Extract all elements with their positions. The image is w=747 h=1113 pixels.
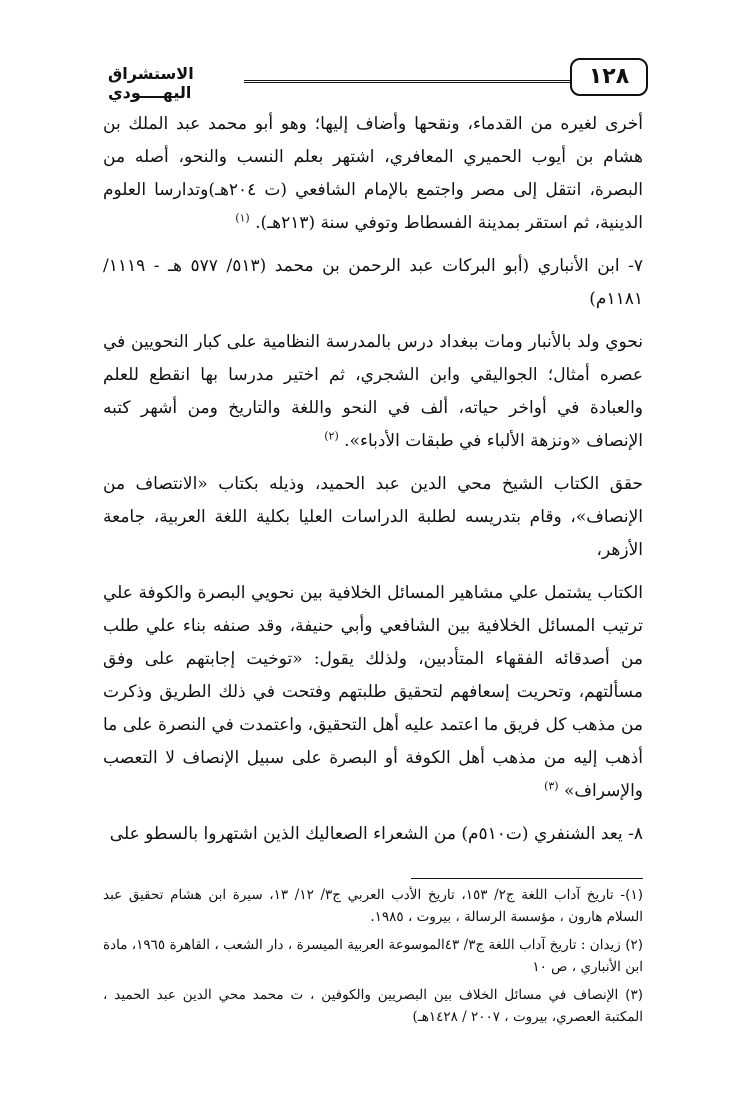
paragraph-3-text: نحوي ولد بالأنبار ومات ببغداد درس بالمدرسة النظامية على كبار النحويين في عصره أمثال؛ الجواليقي وابن الشجري، ثم اختير مدرسا بها انقطع للعلم والعبادة في أواخر حياته، ألف في النحو واللغة والتاريخ ومن أشهر كتبه الإنصاف «ونزهة الألباء في طبقات الأدباء». (103, 332, 643, 451)
main-text (103, 108, 643, 851)
footnote-number: (١)- (620, 887, 643, 903)
footnote-ref-2: (٢) (324, 429, 339, 443)
footnote (103, 934, 643, 978)
paragraph-4: حقق الكتاب الشيخ محي الدين عبد الحميد، وذيله بكتاب «الانتصاف من الإنصاف»، وقام بتدريسه لطلبة الدراسات العليا بكلية اللغة العربية، جامعة الأزهر، (103, 474, 643, 560)
footnote-text: زيدان : تاريخ آداب اللغة ج٣/ ٤٣الموسوعة العربية الميسرة ، دار الشعب ، القاهرة ١٩٦٥، مادة ابن الأنباري ، ص ١٠ (103, 937, 643, 975)
paragraph-3 (103, 326, 643, 458)
footnotes (103, 884, 643, 1034)
section-heading-8: ٨- يعد الشنفري (ت٥١٠م) من الشعراء الصعاليك الذين اشتهروا بالسطو على (109, 824, 643, 844)
header-rule (244, 80, 570, 87)
footnote-number: (٢) (625, 937, 644, 953)
footnote (103, 884, 643, 928)
footnote-text: الإنصاف في مسائل الخلاف بين البصريين والكوفين ، ت محمد محي الدين عبد الحميد ، المكتبة العصري، بيروت ، ٢٠٠٧ / ١٤٢٨هـ) (103, 987, 643, 1025)
section-heading-7: ٧- ابن الأنباري (أبو البركات عبد الرحمن بن محمد (٥١٣/ ٥٧٧ هـ - ١١١٩/ ١١٨١م) (103, 256, 643, 309)
footnote-ref-1: (١) (235, 211, 250, 225)
paragraph-1 (103, 108, 643, 240)
running-title: الاستشراق اليهــــودي (108, 64, 194, 102)
running-header (108, 58, 648, 102)
page-number: ١٢٨ (570, 58, 648, 96)
footnote-ref-3: (٣) (544, 779, 559, 793)
footnote-separator (411, 878, 643, 879)
paragraph-5-text: الكتاب يشتمل علي مشاهير المسائل الخلافية بين نحويي البصرة والكوفة علي ترتيب المسائل الخلافية بين الشافعي وأبي حنيفة، وقد صنفه بناء علي طلب من أصدقائه الفقهاء المتأدبين، ولذلك يقول: «توخيت إجابتهم على وفق مسألتهم، وتحريت إسعافهم لتحقيق طلبتهم وفتحت في ذلك الطريق وذكرت من مذهب كل فريق ما اعتمد عليه أهل التحقيق، واعتمدت في النصرة على ما أذهب إليه من مذهب أهل الكوفة أو البصرة على سبيل الإنصاف لا التعصب والإسراف» (103, 583, 643, 801)
footnote-number: (٣) (625, 987, 643, 1003)
paragraph-1-text: أخرى لغيره من القدماء، ونقحها وأضاف إليها؛ وهو أبو محمد عبد الملك بن هشام بن أيوب الحميري المعافري، اشتهر بعلم النسب والنحو، أصله من البصرة، انتقل إلى مصر واجتمع بالإمام الشافعي (ت ٢٠٤هـ)وتدارسا العلوم الدينية، ثم استقر بمدينة الفسطاط وتوفي سنة (٢١٣هـ). (103, 114, 643, 233)
paragraph-5 (103, 577, 643, 808)
footnote (103, 984, 643, 1028)
footnote-text: تاريخ آداب اللغة ج٢/ ١٥٣، تاريخ الأدب العربي ج٣/ ١٢/ ١٣، سيرة ابن هشام تحقيق عبد السلام هارون ، مؤسسة الرسالة ، بيروت ، ١٩٨٥. (103, 887, 643, 925)
